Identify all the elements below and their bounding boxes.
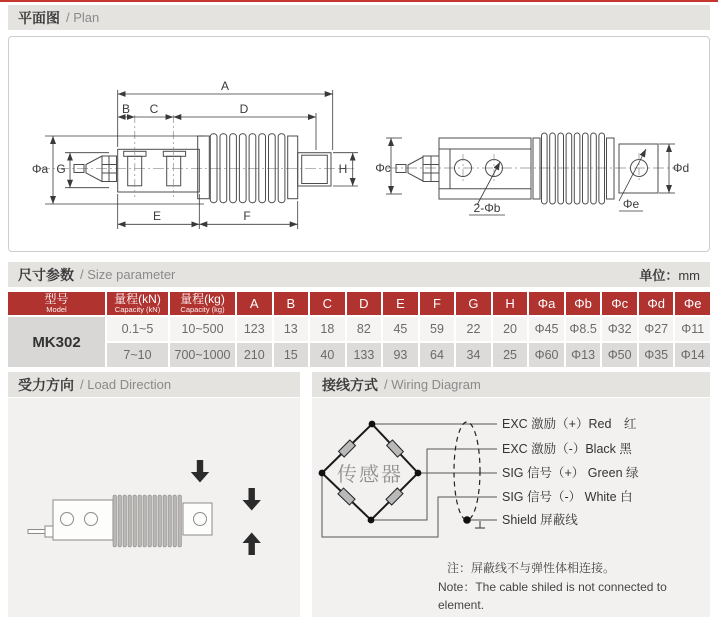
size-section-header xyxy=(8,262,710,287)
unit-value: mm xyxy=(678,268,700,283)
col-header-A: A xyxy=(237,292,272,315)
table-cell: 40 xyxy=(310,343,345,367)
col-header-phi-c: Φc xyxy=(602,292,637,315)
right-view-bellows xyxy=(533,133,614,204)
dim-label-D: D xyxy=(239,102,249,116)
dim-label-C: C xyxy=(149,102,159,116)
dim-label-phi-e: Φe xyxy=(622,197,640,211)
size-parameter-table xyxy=(8,292,710,367)
table-cell: 700~1000 xyxy=(170,343,235,367)
load-title-zh: 受力方向 xyxy=(18,376,74,393)
col-header-phi-d: Φd xyxy=(639,292,674,315)
dim-label-B: B xyxy=(121,102,131,116)
wiring-title-zh: 接线方式 xyxy=(322,376,378,393)
load-direction-panel xyxy=(8,398,300,617)
size-title-en: / Size parameter xyxy=(80,267,176,282)
col-header-H: H xyxy=(493,292,528,315)
table-cell: 25 xyxy=(493,343,528,367)
table-cell: 59 xyxy=(420,317,455,341)
wire-label-exc-minus: EXC 激励（-）Black 黑 xyxy=(502,442,632,456)
model-cell: MK302 xyxy=(8,317,105,367)
table-cell: Φ13 xyxy=(566,343,601,367)
loadcell-right-block xyxy=(183,503,212,535)
loadcell-bellows xyxy=(113,495,181,547)
unit-label xyxy=(639,265,700,284)
col-header-phi-a: Φa xyxy=(529,292,564,315)
wiring-note xyxy=(438,559,710,615)
table-cell: 18 xyxy=(310,317,345,341)
table-cell: Φ35 xyxy=(639,343,674,367)
bridge-label: 传感器 xyxy=(337,464,403,486)
table-cell: 7~10 xyxy=(107,343,168,367)
wiring-note-zh: 注：屏蔽线不与弹性体相连接。 xyxy=(447,561,616,575)
load-section-header xyxy=(8,372,300,397)
load-title-en: / Load Direction xyxy=(80,377,172,392)
table-cell: 10~500 xyxy=(170,317,235,341)
wiring-note-en: Note：The cable shiled is not connected to element. xyxy=(438,579,667,613)
dim-label-H: H xyxy=(338,162,348,176)
dim-label-A: A xyxy=(220,79,230,93)
cable-ellipse xyxy=(454,422,480,520)
size-title-zh: 尺寸参数 xyxy=(18,266,74,283)
col-header-G: G xyxy=(456,292,491,315)
dim-label-G: G xyxy=(56,162,66,176)
table-cell: 20 xyxy=(493,317,528,341)
wire-label-sig-plus: SIG 信号（+） Green 绿 xyxy=(502,466,639,480)
plan-title-zh: 平面图 xyxy=(18,9,60,26)
dim-label-phi-a: Φa xyxy=(31,162,49,176)
wiring-title-en: / Wiring Diagram xyxy=(384,377,481,392)
table-cell: 64 xyxy=(420,343,455,367)
load-arrow-down-icon xyxy=(243,488,261,511)
col-header-C: C xyxy=(310,292,345,315)
table-cell: Φ14 xyxy=(675,343,710,367)
plan-title-en: / Plan xyxy=(66,10,100,25)
table-cell: Φ8.5 xyxy=(566,317,601,341)
right-view-end-block xyxy=(619,144,658,193)
wiring-section-header xyxy=(312,372,710,397)
loadcell-cable-pin xyxy=(28,526,53,537)
left-view-thread-stub xyxy=(298,153,331,186)
col-header-D: D xyxy=(347,292,382,315)
wire-label-exc-plus: EXC 激励（+）Red 红 xyxy=(502,417,637,431)
wiring-diagram xyxy=(312,398,710,548)
table-cell: Φ60 xyxy=(529,343,564,367)
table-cell: Φ45 xyxy=(529,317,564,341)
table-cell: Φ32 xyxy=(602,317,637,341)
dim-label-phi-c: Φc xyxy=(375,161,391,175)
table-cell: 45 xyxy=(383,317,418,341)
load-arrow-down-icon xyxy=(191,460,209,483)
plan-section-header xyxy=(8,5,710,30)
table-cell: 82 xyxy=(347,317,382,341)
col-header-F: F xyxy=(420,292,455,315)
table-cell: 210 xyxy=(237,343,272,367)
table-cell: 13 xyxy=(274,317,309,341)
plan-drawing-area xyxy=(8,36,710,252)
load-arrow-up-icon xyxy=(243,533,261,556)
left-view-cable-gland xyxy=(74,156,117,182)
table-cell: Φ27 xyxy=(639,317,674,341)
dim-label-F: F xyxy=(243,209,251,223)
table-cell: 123 xyxy=(237,317,272,341)
wire-label-shield: Shield 屏蔽线 xyxy=(502,513,578,527)
table-cell: 34 xyxy=(456,343,491,367)
table-cell: 93 xyxy=(383,343,418,367)
col-header-B: B xyxy=(274,292,309,315)
dim-label-phi-d: Φd xyxy=(672,161,690,175)
loadcell-left-block xyxy=(53,500,113,540)
table-cell: 22 xyxy=(456,317,491,341)
col-header-phi-e: Φe xyxy=(675,292,710,315)
accent-top-line xyxy=(0,0,718,2)
col-header-capacity-kg: 量程(kg) Capacity (kg) xyxy=(170,292,235,315)
unit-label-zh: 单位： xyxy=(639,268,679,283)
table-cell: Φ50 xyxy=(602,343,637,367)
table-cell: 15 xyxy=(274,343,309,367)
wiring-diagram-panel xyxy=(312,398,710,617)
load-direction-drawing xyxy=(8,398,300,617)
table-cell: 0.1~5 xyxy=(107,317,168,341)
wire-label-sig-minus: SIG 信号（-） White 白 xyxy=(502,490,633,504)
col-header-capacity-kn: 量程(kN) Capacity (kN) xyxy=(107,292,168,315)
col-header-model: 型号 Model xyxy=(8,292,105,315)
right-view-cable-gland xyxy=(396,156,439,182)
dim-label-2-phi-b: 2-Φb xyxy=(473,201,501,215)
col-header-E: E xyxy=(383,292,418,315)
ground-icon xyxy=(475,521,485,528)
left-view-dimensions xyxy=(45,90,358,229)
plan-drawing xyxy=(9,37,709,251)
col-header-phi-b: Φb xyxy=(566,292,601,315)
table-cell: Φ11 xyxy=(675,317,710,341)
dim-label-E: E xyxy=(152,209,162,223)
table-cell: 133 xyxy=(347,343,382,367)
